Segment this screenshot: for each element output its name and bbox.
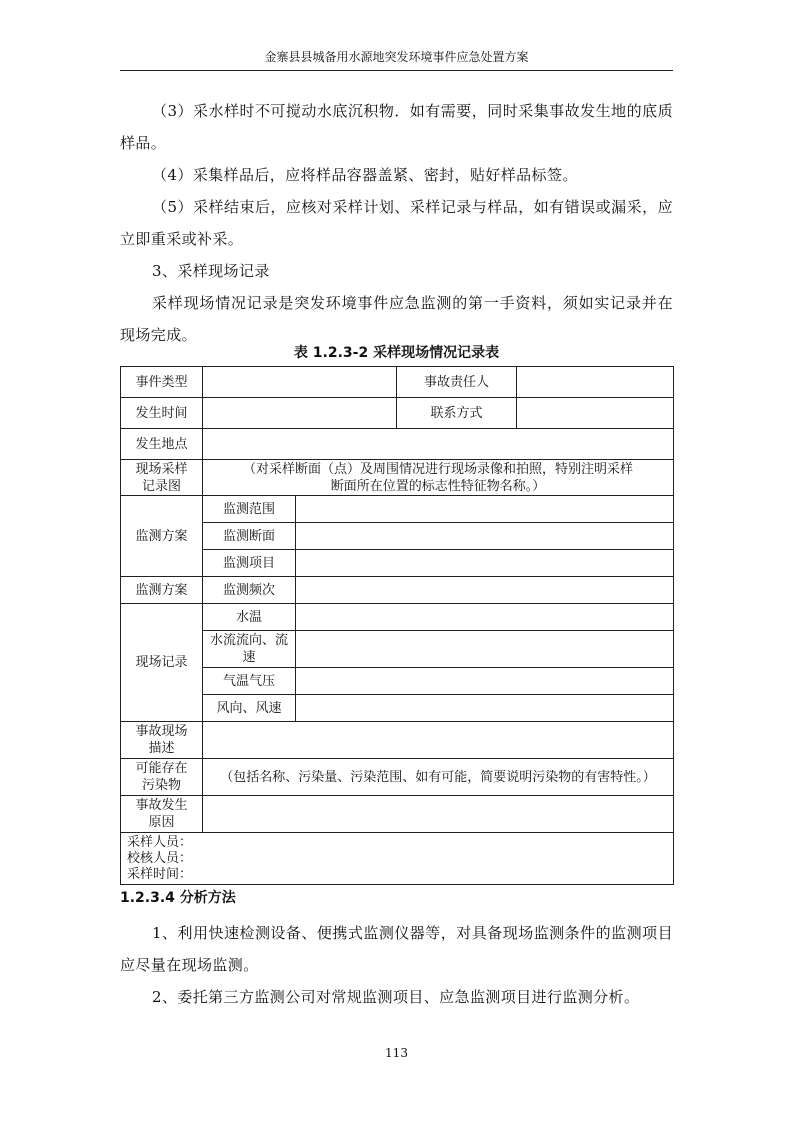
label-cause [121,796,203,833]
label-contact: 联系方式 [397,398,517,429]
paragraph-item-5: （5）采样结束后，应核对采样计划、采样记录与样品，如有错误或漏采，应立即重采或补采。 [120,198,673,248]
label-pollutants-line1: 可能存在 [135,761,188,776]
label-cause-line1: 事故发生 [135,798,188,813]
table-row [121,796,674,833]
value-scene-description [203,722,674,759]
table-row [121,631,674,668]
table-caption: 表 1.2.3-2 采样现场情况记录表 [293,345,500,361]
label-monitoring-items: 监测项目 [203,550,296,577]
sketch-note-line2: 断面所在位置的标志性特征物名称。） [330,478,546,494]
table-row [121,429,674,460]
paragraph-item-3: （3）采水样时不可搅动水底沉积物．如有需要，同时采集事故发生地的底质样品。 [120,102,673,152]
label-sketch-line2: 记录图 [141,478,181,494]
value-event-type [203,367,397,398]
signature-block [121,833,674,885]
label-cause-line2: 原因 [148,815,175,830]
table-row [121,367,674,398]
page-header: 金寨县县城备用水源地突发环境事件应急处置方案 [264,50,529,64]
value-time [203,398,397,429]
label-water-temp: 水温 [203,604,296,631]
label-scene-line1: 事故现场 [135,724,188,739]
value-water-temp [296,604,674,631]
sampling-record-table [120,366,674,885]
label-responsible: 事故责任人 [397,367,517,398]
label-wind: 风向、风速 [203,695,296,722]
value-cause [203,796,674,833]
value-air [296,668,674,695]
label-pollutants-line2: 污染物 [141,778,181,793]
label-air: 气温气压 [203,668,296,695]
label-monitoring-section: 监测断面 [203,523,296,550]
sketch-note-line1: （对采样断面（点）及周围情况进行现场录像和拍照，特别注明采样 [242,461,633,477]
table-row [121,550,674,577]
value-flow [296,631,674,668]
label-monitoring-range: 监测范围 [203,496,296,523]
pollutants-note: （包括名称、污染量、污染范围、如有可能，简要说明污染物的有害特性。） [203,759,674,796]
label-sketch [121,460,203,496]
value-monitoring-range [296,496,674,523]
value-monitoring-frequency [296,577,674,604]
label-flow [203,631,296,668]
checker-label: 校核人员： [127,850,193,866]
label-flow-line2: 速 [242,650,256,665]
value-contact [517,398,674,429]
sampler-label: 采样人员： [127,834,193,850]
table-row [121,460,674,496]
table-row [121,496,674,523]
section-heading-analysis: 1.2.3.4 分析方法 [120,890,236,906]
label-sketch-line1: 现场采样 [135,461,188,477]
page-number: 113 [385,1046,408,1060]
sample-time-label: 采样时间： [127,866,193,882]
label-flow-line1: 水流流向、流 [209,633,288,648]
value-monitoring-items [296,550,674,577]
label-monitoring-frequency: 监测频次 [203,577,296,604]
header-divider [120,70,673,71]
label-location: 发生地点 [121,429,203,460]
table-row [121,398,674,429]
table-row [121,833,674,885]
paragraph-analysis-1: 1、利用快速检测设备、便携式监测仪器等，对具备现场监测条件的监测项目应尽量在现场监测。 [120,924,673,974]
table-row [121,577,674,604]
paragraph-item-4: （4）采集样品后，应将样品容器盖紧、密封，贴好样品标签。 [152,166,578,184]
label-monitoring-plan: 监测方案 [121,496,203,577]
value-wind [296,695,674,722]
table-row [121,604,674,631]
table-row [121,759,674,796]
label-scene-line2: 描述 [148,741,175,756]
label-scene-description [121,722,203,759]
table-row [121,668,674,695]
label-time: 发生时间 [121,398,203,429]
label-event-type: 事件类型 [121,367,203,398]
subheading-sampling-record: 3、采样现场记录 [152,262,270,280]
value-location [203,429,674,460]
paragraph-analysis-2: 2、委托第三方监测公司对常规监测项目、应急监测项目进行监测分析。 [152,988,640,1006]
table-row [121,722,674,759]
label-onsite-record: 现场记录 [121,604,203,722]
label-monitoring-plan-2: 监测方案 [121,577,203,604]
table-row [121,523,674,550]
sketch-note [203,460,674,496]
value-monitoring-section [296,523,674,550]
table-row [121,695,674,722]
value-responsible [517,367,674,398]
paragraph-sampling-intro: 采样现场情况记录是突发环境事件应急监测的第一手资料，须如实记录并在现场完成。 [120,294,673,344]
label-pollutants [121,759,203,796]
